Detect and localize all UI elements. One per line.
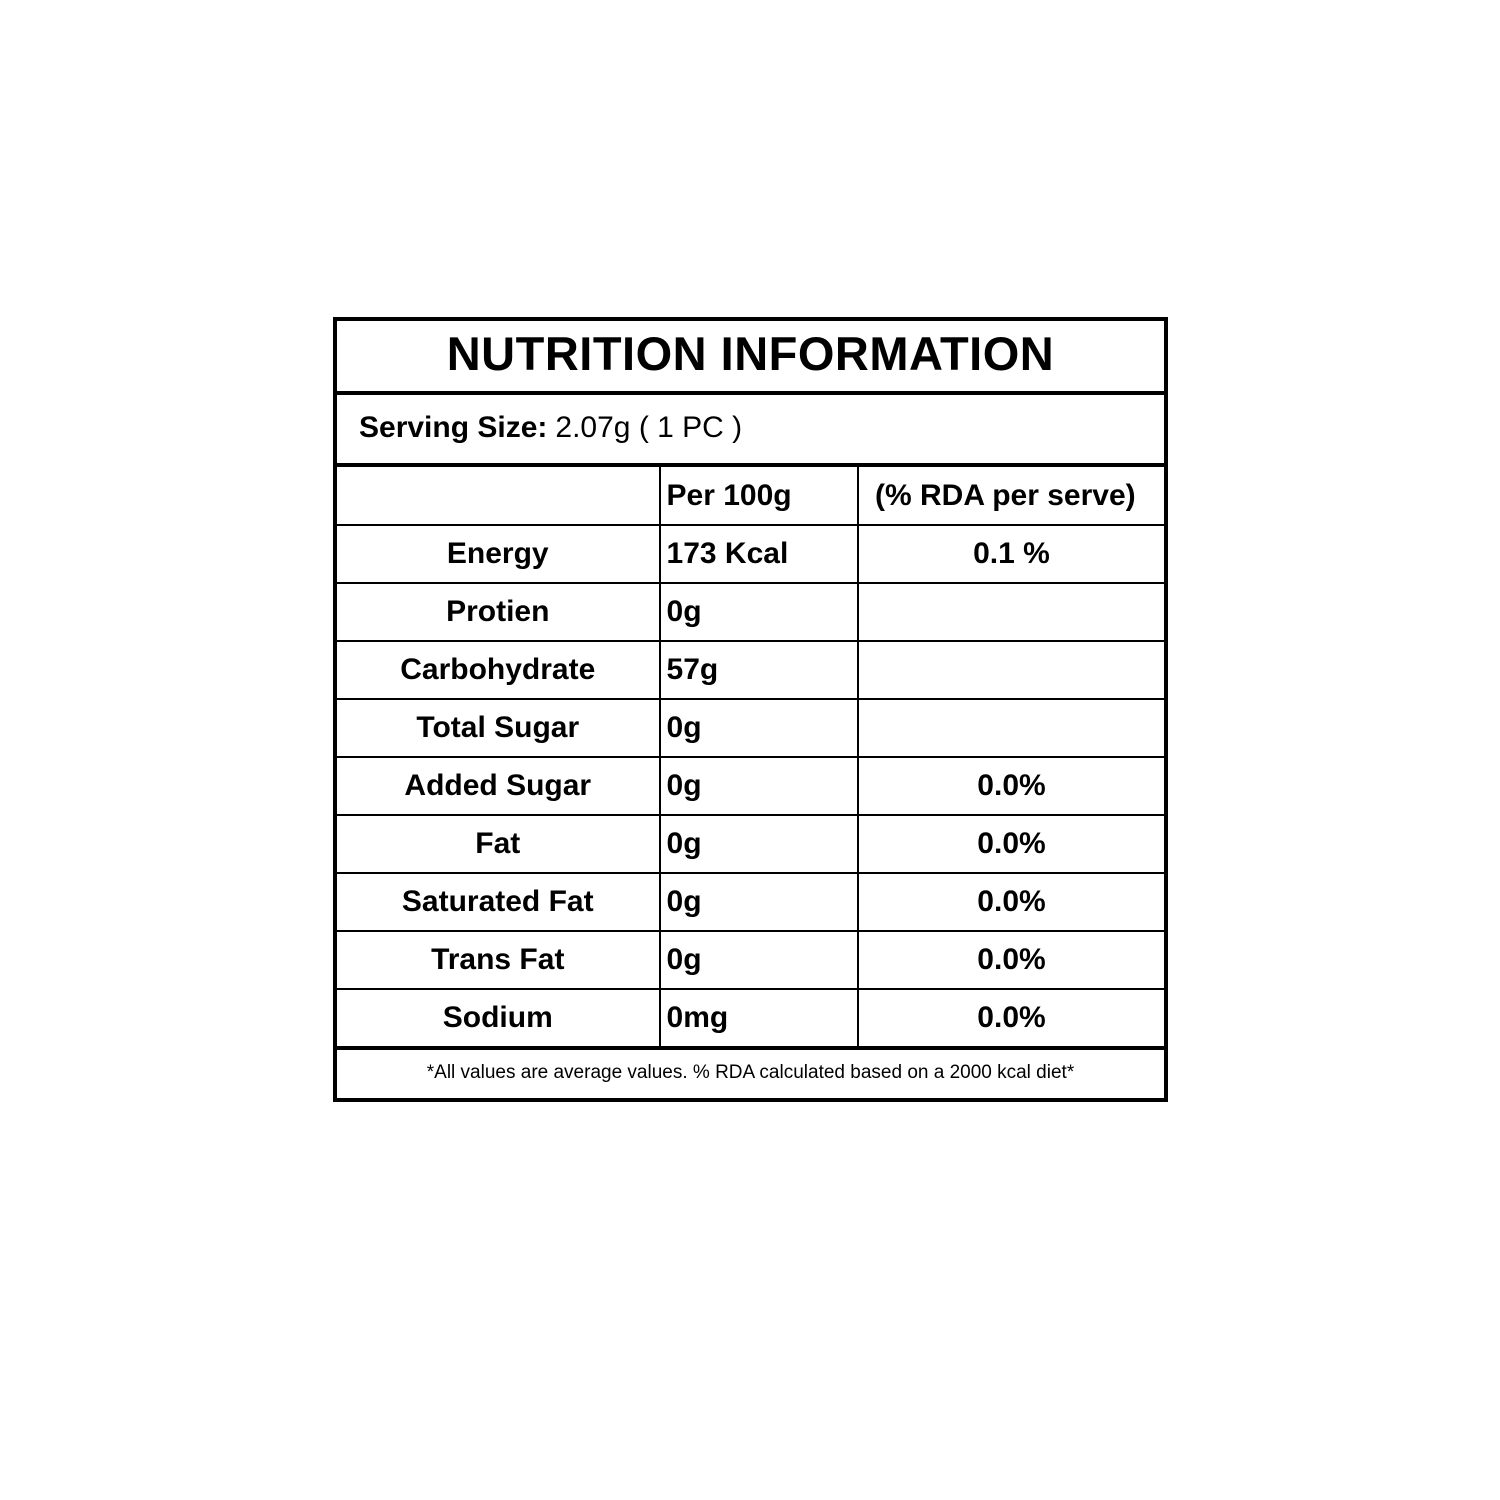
nutrient-per-100g: 0g <box>660 815 858 873</box>
table-row <box>337 931 1164 989</box>
table-row <box>337 525 1164 583</box>
nutrient-rda: 0.0% <box>858 815 1164 873</box>
nutrient-rda <box>858 699 1164 757</box>
table-row <box>337 873 1164 931</box>
panel-title-row <box>337 321 1164 395</box>
nutrient-per-100g: 0mg <box>660 989 858 1047</box>
nutrition-information-panel <box>333 317 1168 1102</box>
nutrient-name: Fat <box>337 815 660 873</box>
nutrient-rda: 0.1 % <box>858 525 1164 583</box>
nutrient-name: Trans Fat <box>337 931 660 989</box>
column-header-nutrient <box>337 467 660 525</box>
table-row <box>337 757 1164 815</box>
table-row <box>337 641 1164 699</box>
nutrient-rda: 0.0% <box>858 873 1164 931</box>
nutrient-rda <box>858 641 1164 699</box>
nutrient-per-100g: 0g <box>660 757 858 815</box>
serving-size-value: 2.07g ( 1 PC ) <box>555 411 743 445</box>
table-row <box>337 989 1164 1047</box>
serving-size-row <box>337 395 1164 467</box>
nutrient-name: Protien <box>337 583 660 641</box>
nutrient-per-100g: 0g <box>660 699 858 757</box>
nutrient-per-100g: 57g <box>660 641 858 699</box>
nutrient-name: Saturated Fat <box>337 873 660 931</box>
nutrient-name: Added Sugar <box>337 757 660 815</box>
nutrient-per-100g: 0g <box>660 583 858 641</box>
nutrient-name: Total Sugar <box>337 699 660 757</box>
nutrient-name: Sodium <box>337 989 660 1047</box>
nutrition-table <box>337 467 1164 1048</box>
page-title: NUTRITION INFORMATION <box>446 327 1055 380</box>
nutrient-per-100g: 173 Kcal <box>660 525 858 583</box>
nutrient-rda: 0.0% <box>858 757 1164 815</box>
column-header-per-100g: Per 100g <box>660 467 858 525</box>
table-row <box>337 583 1164 641</box>
serving-size-label: Serving Size: <box>359 411 548 445</box>
nutrient-name: Energy <box>337 525 660 583</box>
nutrient-per-100g: 0g <box>660 931 858 989</box>
nutrient-per-100g: 0g <box>660 873 858 931</box>
nutrient-rda: 0.0% <box>858 931 1164 989</box>
table-header-row <box>337 467 1164 525</box>
nutrient-name: Carbohydrate <box>337 641 660 699</box>
footnote: *All values are average values. % RDA calculated based on a 2000 kcal diet* <box>337 1048 1164 1098</box>
nutrient-rda <box>858 583 1164 641</box>
table-row <box>337 699 1164 757</box>
column-header-rda: (% RDA per serve) <box>858 467 1164 525</box>
table-row <box>337 815 1164 873</box>
nutrient-rda: 0.0% <box>858 989 1164 1047</box>
